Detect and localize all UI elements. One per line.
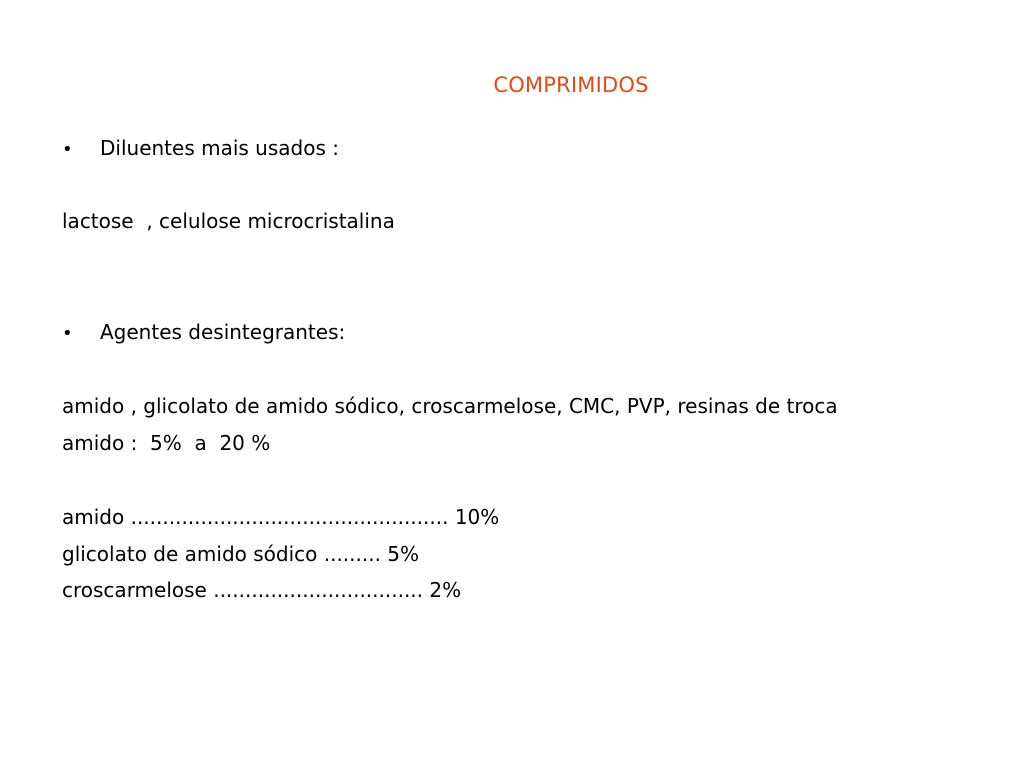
slide-title: COMPRIMIDOS [493, 73, 649, 97]
text-line: amido : 5% a 20 % [62, 431, 271, 455]
bullet-text: Agentes desintegrantes: [100, 320, 346, 344]
bullet-marker: • [62, 139, 73, 160]
bullet-agentes [62, 320, 345, 344]
bullet-text: Diluentes mais usados : [100, 136, 339, 160]
text-line: lactose , celulose microcristalina [62, 209, 395, 233]
text-line: amido .................................................. 10% [62, 505, 500, 529]
bullet-diluentes [62, 136, 339, 160]
bullet-marker: • [62, 323, 73, 344]
text-line: amido , glicolato de amido sódico, croscarmelose, CMC, PVP, resinas de troca [62, 394, 838, 418]
text-line: glicolato de amido sódico ......... 5% [62, 542, 420, 566]
text-line: croscarmelose ................................. 2% [62, 578, 462, 602]
